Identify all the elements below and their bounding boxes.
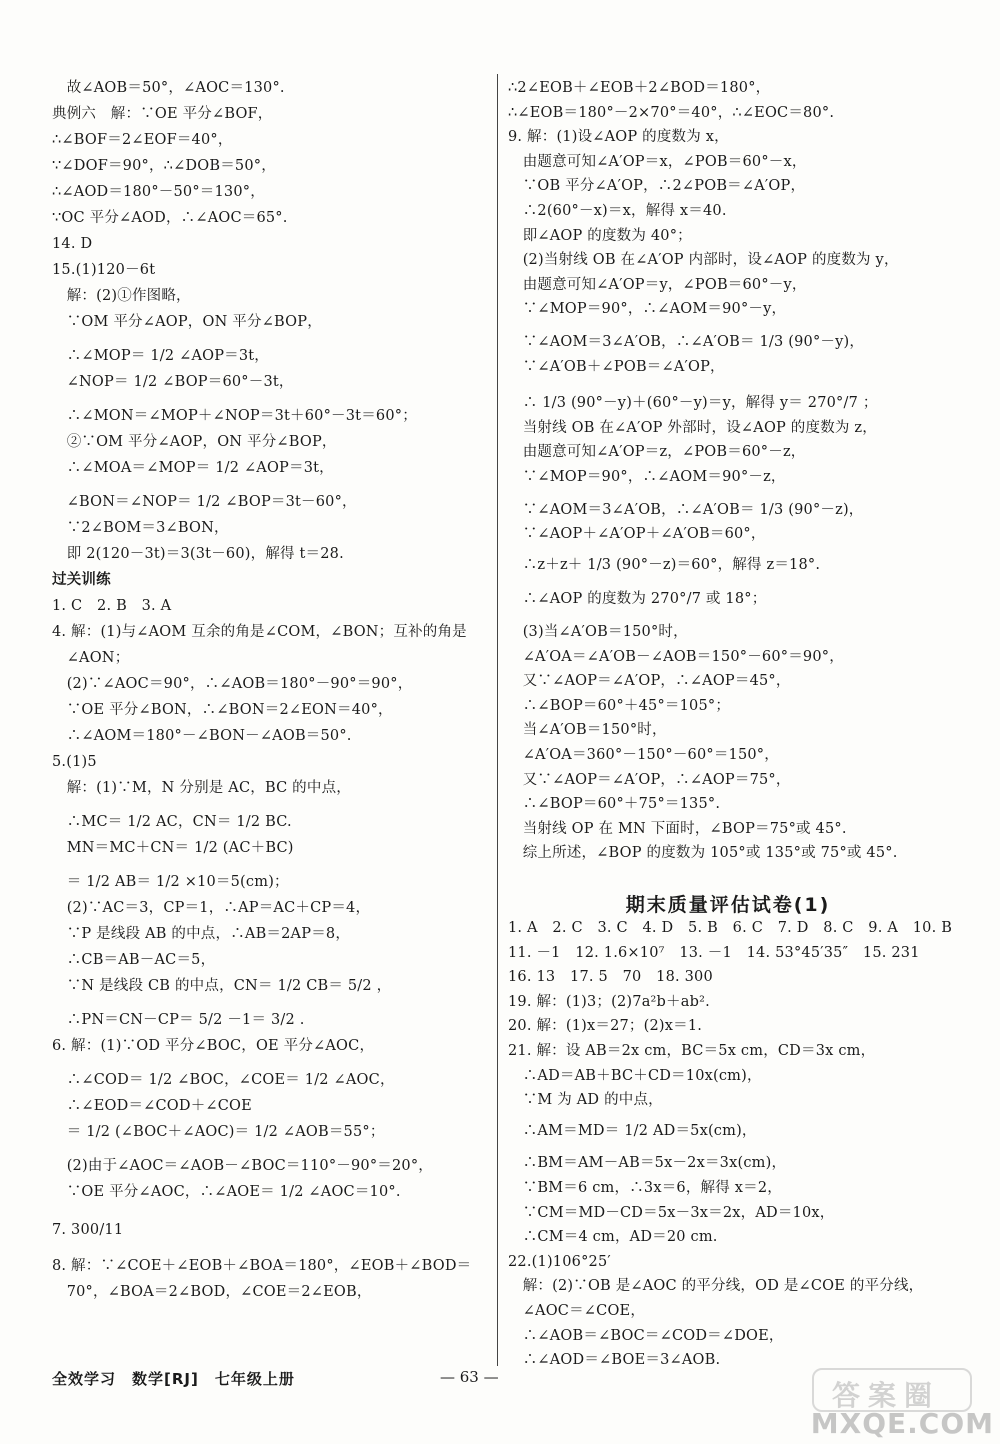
text-line: 由题意可知∠A′OP＝z，∠POB＝60°－z， xyxy=(508,444,806,461)
text-line: ∠A′OA＝360°－150°－60°＝150°， xyxy=(508,747,779,763)
text-line: MN＝MC＋CN＝ 1/2 (AC＋BC) xyxy=(52,840,294,856)
watermark-seal-text: 答案圈 xyxy=(832,1379,941,1412)
text-line: 故∠AOB＝50°，∠AOC＝130°. xyxy=(52,80,285,96)
text-line: (2)当射线 OB 在∠A′OP 内部时，设∠AOP 的度数为 y， xyxy=(508,252,899,269)
text-line: 1. C 2. B 3. A xyxy=(52,598,172,614)
text-line: 21. 解：设 AB＝2x cm，BC＝5x cm，CD＝3x cm， xyxy=(508,1043,876,1059)
text-line: ∴∠EOD＝∠COD＋∠COE xyxy=(52,1098,252,1114)
footer-book-title: 全效学习 数学[RJ] 七年级上册 xyxy=(52,1370,295,1388)
text-line: ∵CM＝MD－CD＝5x－3x＝2x，AD＝10x， xyxy=(508,1204,835,1221)
text-line: (3)当∠A′OB＝150°时， xyxy=(508,624,688,640)
text-line: ∵OM 平分∠AOP，ON 平分∠BOP， xyxy=(52,314,322,330)
text-line: ∵OE 平分∠BON，∴∠BON＝2∠EON＝40°， xyxy=(52,702,393,718)
text-line: 70°，∠BOA＝2∠BOD，∠COE＝2∠EOB， xyxy=(52,1284,372,1300)
text-line: 22.(1)106°25′ xyxy=(508,1253,611,1270)
text-line: ∴∠AOD＝∠BOE＝3∠AOB. xyxy=(508,1352,721,1369)
text-line: 即 2(120－3t)＝3(3t－60)，解得 t＝28. xyxy=(52,546,344,562)
text-line: ∵∠AOM＝3∠A′OB，∴∠A′OB＝ 1/3 (90°－y)， xyxy=(508,334,865,350)
text-line: ∵∠AOM＝3∠A′OB，∴∠A′OB＝ 1/3 (90°－z)， xyxy=(508,501,864,518)
text-line: ∴CM＝4 cm，AD＝20 cm. xyxy=(508,1229,718,1246)
text-line: (2)∵AC＝3，CP＝1，∴AP＝AC＋CP＝4， xyxy=(52,900,371,916)
page-number: — 63 — xyxy=(440,1368,499,1386)
text-line: ∵2∠BOM＝3∠BON， xyxy=(52,520,229,536)
text-line: ∵M 为 AD 的中点， xyxy=(508,1092,663,1109)
text-line: ∠A′OA＝∠A′OB－∠AOB＝150°－60°＝90°， xyxy=(508,648,844,665)
text-line: ∴∠BOP＝60°＋75°＝135°. xyxy=(508,796,721,813)
text-line: ∠BON＝∠NOP＝ 1/2 ∠BOP＝3t－60°， xyxy=(52,494,357,510)
text-line: 20. 解：(1)x＝27；(2)x＝1. xyxy=(508,1018,703,1035)
text-line: ∴∠AOP 的度数为 270°/7 或 18°； xyxy=(508,591,767,608)
text-line: 19. 解：(1)3；(2)7a²b＋ab². xyxy=(508,993,710,1010)
text-line: 当∠A′OB＝150°时， xyxy=(508,722,667,739)
text-line: 解：(2)∵OB 是∠AOC 的平分线，OD 是∠COE 的平分线， xyxy=(508,1278,924,1295)
text-line: ∵∠MOP＝90°，∴∠AOM＝90°－y， xyxy=(508,301,787,318)
text-line: 9. 解：(1)设∠AOP 的度数为 x， xyxy=(508,129,729,146)
text-line: ∵OB 平分∠A′OP，∴2∠POB＝∠A′OP， xyxy=(508,178,806,195)
text-line: ∴BM＝AM－AB＝5x－2x＝3x(cm)， xyxy=(508,1155,787,1172)
text-line: ∴PN＝CN－CP＝ 5/2 －1＝ 3/2 . xyxy=(52,1012,305,1028)
text-line: ∴CB＝AB－AC＝5， xyxy=(52,952,216,968)
text-line: ∵P 是线段 AB 的中点，∴AB＝2AP＝8， xyxy=(52,926,351,942)
text-line: ∵∠MOP＝90°，∴∠AOM＝90°－z， xyxy=(508,469,786,485)
text-line: ∴∠BOF＝2∠EOF＝40°， xyxy=(52,132,233,148)
text-line: 解：(2)①作图略， xyxy=(52,288,191,304)
text-line: (2)∵∠AOC＝90°，∴∠AOB＝180°－90°＝90°， xyxy=(52,676,413,692)
text-line: ∠AON； xyxy=(52,650,130,666)
text-line: 又∵∠AOP＝∠A′OP，∴∠AOP＝45°， xyxy=(508,673,791,690)
text-line: ∴2(60°－x)＝x，解得 x＝40. xyxy=(508,203,727,219)
text-line: 16. 13 17. 5 70 18. 300 xyxy=(508,969,713,986)
text-line: ∵∠DOF＝90°，∴∠DOB＝50°， xyxy=(52,158,276,174)
text-line: ∴∠MON＝∠MOP＋∠NOP＝3t＋60°－3t＝60°； xyxy=(52,408,417,424)
text-line: 4. 解：(1)与∠AOM 互余的角是∠COM，∠BON；互补的角是 xyxy=(52,624,467,640)
text-line: 1. A 2. C 3. C 4. D 5. B 6. C 7. D 8. C 9. A 10. B xyxy=(508,920,953,936)
section-title: 期末质量评估试卷(1) xyxy=(625,894,831,916)
text-line: ∠NOP＝ 1/2 ∠BOP＝60°－3t， xyxy=(52,374,294,390)
text-line: ∵OC 平分∠AOD，∴∠AOC＝65°. xyxy=(52,210,288,226)
column-divider xyxy=(497,74,498,1366)
watermark xyxy=(790,1364,1000,1444)
text-line: ∴∠MOA＝∠MOP＝ 1/2 ∠AOP＝3t， xyxy=(52,460,334,476)
text-line: (2)由于∠AOC＝∠AOB－∠BOC＝110°－90°＝20°， xyxy=(52,1158,433,1174)
text-line: ∵OE 平分∠AOC，∴∠AOE＝ 1/2 ∠AOC＝10°. xyxy=(52,1184,401,1200)
text-line: ∵BM＝6 cm，∴3x＝6，解得 x＝2， xyxy=(508,1180,782,1196)
text-line: ∴∠COD＝ 1/2 ∠BOC，∠COE＝ 1/2 ∠AOC， xyxy=(52,1072,395,1088)
text-line: ∴∠AOD＝180°－50°＝130°， xyxy=(52,184,265,200)
text-line: 7. 300/11 xyxy=(52,1222,124,1238)
text-line: 即∠AOP 的度数为 40°； xyxy=(508,227,692,244)
text-line: ∴2∠EOB＋∠EOB＋2∠BOD＝180°， xyxy=(508,80,771,96)
text-line: ＝ 1/2 (∠BOC＋∠AOC)＝ 1/2 ∠AOB＝55°； xyxy=(52,1124,385,1140)
text-line: ②∵OM 平分∠AOP，ON 平分∠BOP， xyxy=(52,434,337,450)
text-line: ∵N 是线段 CB 的中点，CN＝ 1/2 CB＝ 5/2 ， xyxy=(52,978,392,994)
text-line: ∴∠EOB＝180°－2×70°＝40°，∴∠EOC＝80°. xyxy=(508,104,835,121)
text-line: ∴MC＝ 1/2 AC，CN＝ 1/2 BC. xyxy=(52,814,292,830)
text-line: ＝ 1/2 AB＝ 1/2 ×10＝5(cm)； xyxy=(52,874,289,890)
text-line: 又∵∠AOP＝∠A′OP，∴∠AOP＝75°， xyxy=(508,771,791,788)
text-line: 14. D xyxy=(52,236,93,252)
text-line: 5.(1)5 xyxy=(52,754,97,770)
watermark-text: MXQE.COM xyxy=(810,1407,994,1440)
text-line: 6. 解：(1)∵OD 平分∠BOC，OE 平分∠AOC， xyxy=(52,1038,375,1054)
text-line: 过关训练 xyxy=(52,572,111,588)
watermark-seal-icon xyxy=(812,1368,972,1412)
text-line: ∠AOC＝∠COE， xyxy=(508,1303,646,1319)
text-line: 11. －1 12. 1.6×10⁷ 13. －1 14. 53°45′35″ 15. 231 xyxy=(508,944,920,961)
text-line: ∴∠AOM＝180°－∠BON－∠AOB＝50°. xyxy=(52,728,352,744)
text-line: 由题意可知∠A′OP＝y，∠POB＝60°－y， xyxy=(508,276,807,293)
text-line: 当射线 OP 在 MN 下面时，∠BOP＝75°或 45°. xyxy=(508,820,847,837)
text-line: 当射线 OB 在∠A′OP 外部时，设∠AOP 的度数为 z， xyxy=(508,419,877,436)
text-line: 15.(1)120－6t xyxy=(52,262,156,278)
text-line: ∴∠MOP＝ 1/2 ∠AOP＝3t， xyxy=(52,348,270,364)
text-line: ∴ 1/3 (90°－y)＋(60°－y)＝y，解得 y＝ 270°/7 ； xyxy=(508,395,878,412)
text-line: ∴z＋z＋ 1/3 (90°－z)＝60°，解得 z＝18°. xyxy=(508,556,821,573)
text-line: 8. 解：∵∠COE＋∠EOB＋∠BOA＝180°，∠EOB＋∠BOD＝ xyxy=(52,1258,472,1274)
text-line: ∴∠AOB＝∠BOC＝∠COD＝∠DOE， xyxy=(508,1327,784,1344)
text-line: ∵∠AOP＋∠A′OP＋∠A′OB＝60°， xyxy=(508,526,766,543)
text-line: 典例六 解：∵OE 平分∠BOF， xyxy=(52,106,273,122)
text-line: ∴∠BOP＝60°＋45°＝105°； xyxy=(508,697,731,714)
text-line: ∴AM＝MD＝ 1/2 AD＝5x(cm)， xyxy=(508,1122,757,1139)
text-line: 由题意可知∠A′OP＝x，∠POB＝60°－x， xyxy=(508,153,807,170)
text-line: 解：(1)∵M，N 分别是 AC，BC 的中点， xyxy=(52,780,351,796)
text-line: ∵∠A′OB＋∠POB＝∠A′OP， xyxy=(508,358,725,375)
text-line: 综上所述，∠BOP 的度数为 105°或 135°或 75°或 45°. xyxy=(508,845,898,862)
text-line: ∴AD＝AB＋BC＋CD＝10x(cm)， xyxy=(508,1067,762,1084)
